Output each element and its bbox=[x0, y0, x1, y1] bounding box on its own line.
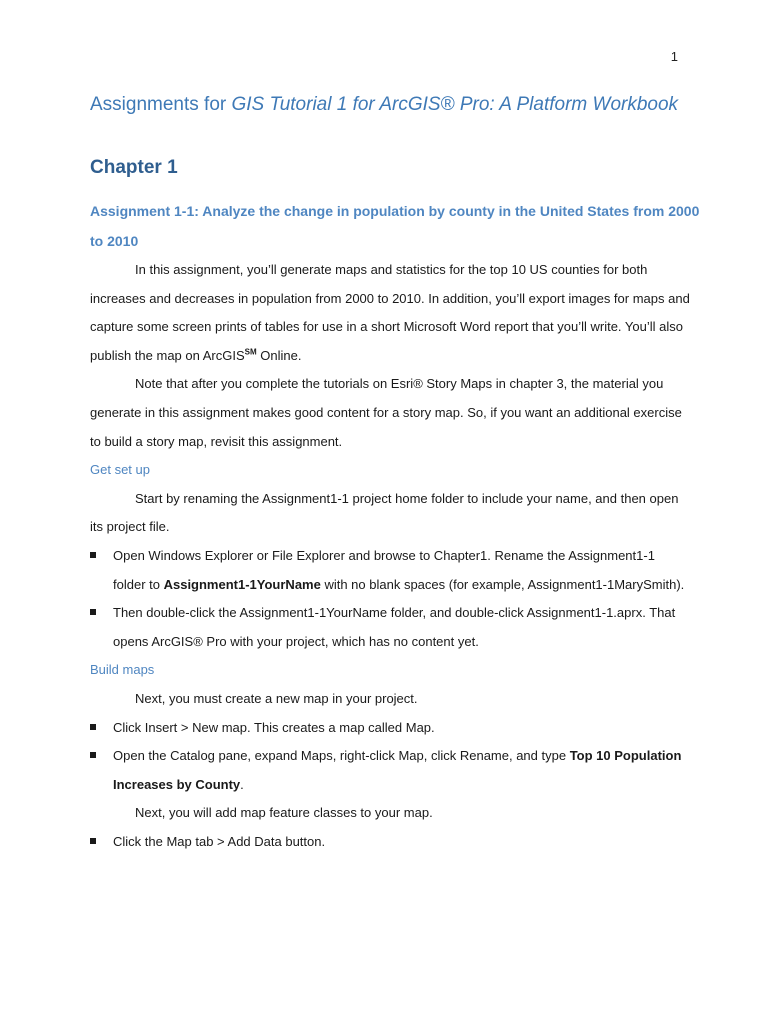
build-maps-paragraph: Next, you must create a new map in your project. bbox=[135, 690, 418, 706]
list-item bbox=[90, 828, 690, 857]
body-text bbox=[90, 256, 690, 856]
assignment-heading: Assignment 1-1: Analyze the change in population by county in the United States from 2000 to 2010 bbox=[90, 203, 700, 249]
step-text-end: with no blank spaces (for example, Assignment1-1MarySmith). bbox=[320, 576, 685, 592]
step-bold-text: Assignment1-1YourName bbox=[163, 576, 321, 592]
square-bullet-icon bbox=[90, 838, 96, 844]
square-bullet-icon bbox=[90, 752, 96, 758]
get-set-up-steps bbox=[90, 542, 690, 656]
build-maps-paragraph-2: Next, you will add map feature classes to your map. bbox=[135, 805, 433, 821]
title-book-name: GIS Tutorial 1 for ArcGIS® Pro: A Platform Workbook bbox=[231, 94, 679, 115]
note-paragraph: Note that after you complete the tutorials on Esri® Story Maps in chapter 3, the material you generate in this assignment makes good content for a story map. So, if you want an additional exercise to build a story map, revisit this assignment. bbox=[90, 376, 682, 449]
document-title bbox=[90, 94, 730, 116]
intro-paragraph bbox=[90, 256, 690, 370]
list-item bbox=[90, 742, 690, 799]
step-text: Open Windows Explorer or File Explorer and browse to Chapter1. Rename the Assignment1-1 folder to bbox=[113, 547, 655, 592]
get-set-up-paragraph: Start by renaming the Assignment1-1 project home folder to include your name, and then open its project file. bbox=[90, 490, 679, 535]
add-data-steps bbox=[90, 828, 690, 857]
step-text: Click Insert > New map. This creates a map called Map. bbox=[113, 719, 435, 735]
service-mark: SM bbox=[244, 347, 257, 357]
step-text: Click the Map tab > Add Data button. bbox=[113, 833, 326, 849]
step-bold-text: Top 10 Population Increases by County bbox=[113, 748, 682, 792]
section-heading-get-set-up: Get set up bbox=[90, 462, 150, 478]
title-prefix: Assignments for bbox=[90, 94, 232, 115]
square-bullet-icon bbox=[90, 552, 96, 558]
intro-text: In this assignment, you’ll generate maps and statistics for the top 10 US counties for both increases and decreases in population from 2000 to 2010. In addition, you’ll export images for maps and capture some screen prints of tables for use in a short Microsoft Word report that you’ll write. You’ll also publish the map on ArcGIS bbox=[90, 262, 690, 363]
list-item bbox=[90, 599, 690, 656]
square-bullet-icon bbox=[90, 724, 96, 730]
page-number: 1 bbox=[670, 49, 678, 64]
square-bullet-icon bbox=[90, 609, 96, 615]
build-maps-steps bbox=[90, 714, 690, 800]
step-text: Then double-click the Assignment1-1YourName folder, and double-click Assignment1-1.aprx. That opens ArcGIS® Pro with your project, which has no content yet. bbox=[113, 605, 676, 649]
section-heading-build-maps: Build maps bbox=[90, 662, 155, 678]
step-text-end: . bbox=[240, 776, 244, 792]
list-item bbox=[90, 542, 690, 599]
chapter-heading: Chapter 1 bbox=[90, 157, 178, 178]
step-text: Open the Catalog pane, expand Maps, right-click Map, click Rename, and type bbox=[113, 748, 570, 764]
intro-text-end: Online. bbox=[256, 347, 302, 363]
list-item bbox=[90, 714, 690, 743]
